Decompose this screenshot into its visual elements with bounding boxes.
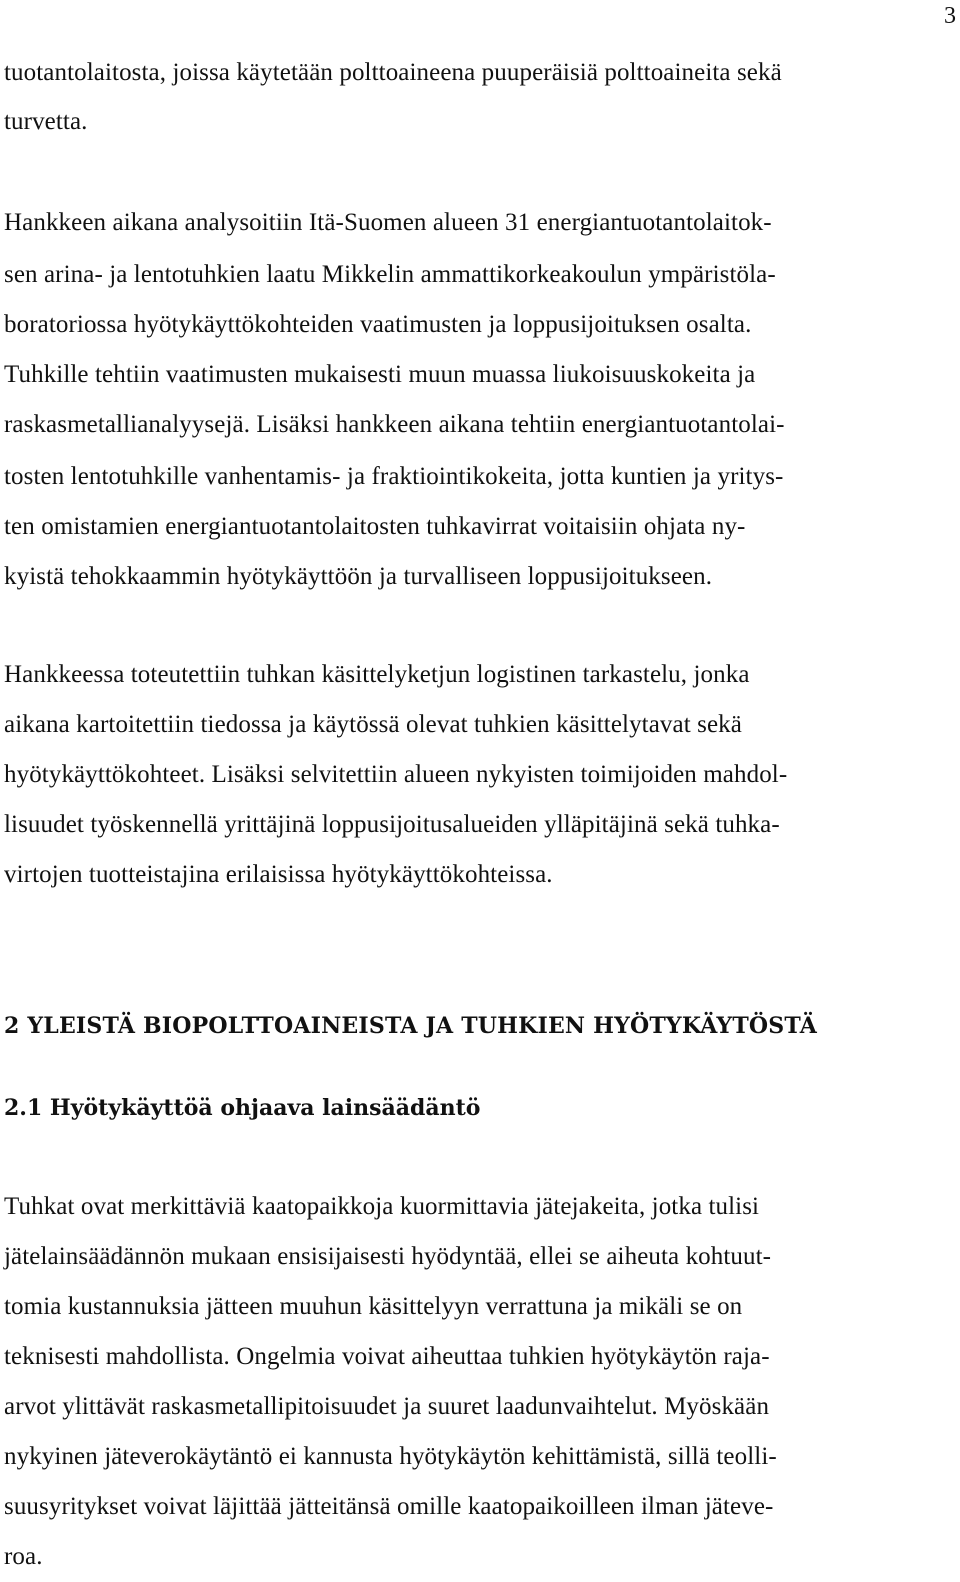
text-line: virtojen tuotteistajina erilaisissa hyötykäyttökohteissa. (4, 861, 553, 888)
text-line: lisuudet työskennellä yrittäjinä loppusijoitusalueiden ylläpitäjinä sekä tuhka- (4, 811, 780, 838)
text-line: raskasmetallianalyysejä. Lisäksi hankkeen aikana tehtiin energiantuotantolai- (4, 411, 785, 438)
text-line: tuotantolaitosta, joissa käytetään polttoaineena puuperäisiä polttoaineita sekä (4, 59, 782, 86)
text-line: sen arina- ja lentotuhkien laatu Mikkelin ammattikorkeakoulun ympäristöla- (4, 261, 776, 288)
text-line: suusyritykset voivat läjittää jätteitänsä omille kaatopaikoilleen ilman jäteve- (4, 1493, 774, 1520)
text-line: nykyinen jäteverokäytäntö ei kannusta hyötykäytön kehittämistä, sillä teolli- (4, 1443, 777, 1470)
text-line: ten omistamien energiantuotantolaitosten tuhkavirrat voitaisiin ohjata ny- (4, 513, 746, 540)
text-line: aikana kartoitettiin tiedossa ja käytössä olevat tuhkien käsittelytavat sekä (4, 711, 742, 738)
page-number: 3 (944, 3, 956, 29)
text-line: Tuhkille tehtiin vaatimusten mukaisesti muun muassa liukoisuuskokeita ja (4, 361, 756, 388)
text-line: roa. (4, 1543, 43, 1570)
text-line: kyistä tehokkaammin hyötykäyttöön ja turvalliseen loppusijoitukseen. (4, 563, 713, 590)
text-line: Tuhkat ovat merkittäviä kaatopaikkoja kuormittavia jätejakeita, jotka tulisi (4, 1193, 760, 1220)
text-line: Hankkeessa toteutettiin tuhkan käsittelyketjun logistinen tarkastelu, jonka (4, 661, 750, 688)
text-line: tosten lentotuhkille vanhentamis- ja fraktiointikokeita, jotta kuntien ja yritys- (4, 463, 784, 490)
text-line: arvot ylittävät raskasmetallipitoisuudet ja suuret laadunvaihtelut. Myöskään (4, 1393, 770, 1420)
section-heading: 2 YLEISTÄ BIOPOLTTOAINEISTA JA TUHKIEN HYÖTYKÄYTÖSTÄ (4, 1013, 817, 1039)
subsection-heading: 2.1 Hyötykäyttöä ohjaava lainsäädäntö (4, 1095, 481, 1121)
text-line: boratoriossa hyötykäyttökohteiden vaatimusten ja loppusijoituksen osalta. (4, 311, 752, 338)
text-line: Hankkeen aikana analysoitiin Itä-Suomen alueen 31 energiantuotantolaitok- (4, 209, 772, 236)
text-line: hyötykäyttökohteet. Lisäksi selvitettiin alueen nykyisten toimijoiden mahdol- (4, 761, 788, 788)
text-line: turvetta. (4, 108, 88, 135)
text-line: tomia kustannuksia jätteen muuhun käsittelyyn verrattuna ja mikäli se on (4, 1293, 743, 1320)
text-line: jätelainsäädännön mukaan ensisijaisesti hyödyntää, ellei se aiheuta kohtuut- (4, 1243, 772, 1270)
text-line: teknisesti mahdollista. Ongelmia voivat aiheuttaa tuhkien hyötykäytön raja- (4, 1343, 770, 1370)
